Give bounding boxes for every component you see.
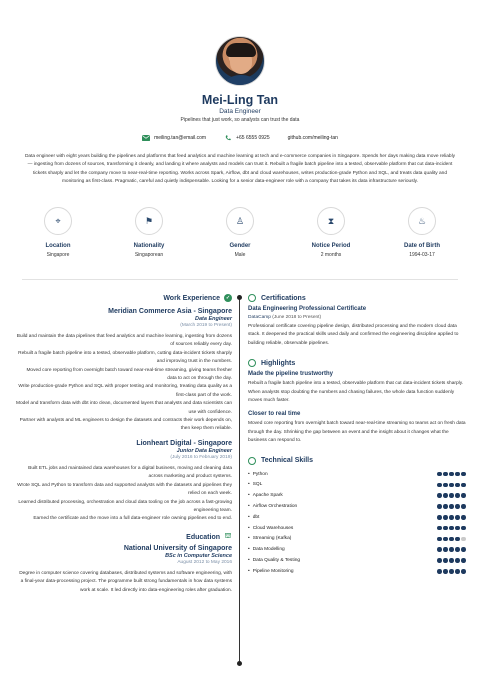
job-bullet: Earned the certificate and the move into a full data-engineer role owning pipelines end to end. [33,516,232,522]
skill-level-dot [455,547,460,552]
skill-level-dot [455,483,460,488]
skill-rating [437,515,466,520]
job-entry [16,440,232,524]
github-contact[interactable] [288,135,338,141]
skill-level-dot [443,483,448,488]
skill-rating [437,493,466,498]
degree: BSc in Computer Science [165,552,232,559]
job-dates: (July 2016 to February 2019) [170,454,232,460]
fact-location [22,207,94,258]
work-experience-heading: Work Experience ✓ [163,294,231,302]
skill-row [248,479,466,490]
job-title: Junior Data Engineer [176,447,232,454]
check-icon: ✓ [225,295,231,301]
skill-rating [437,547,466,552]
highlight-text: Rebuilt a fragile batch pipeline into a tested, observable platform that cut data-incident tickets sharply. When analysts stop doubting the numbers and chasing failures, the whole data function suddenly moves much faster. [248,381,464,404]
skills-list [248,469,466,577]
fact-label: Nationality [133,243,165,249]
job-company: Meridian Commerce Asia - Singapore [108,308,232,315]
fact-date-of-birth [386,207,458,258]
certification-dates: (June 2018 to Present) [272,315,322,320]
job-bullet: Wrote SQL and Python to transform data and supported analysts with the datasets and pipelines they relied on each week. [17,482,232,497]
skill-level-dot [455,526,460,531]
skill-level-dot [461,569,466,574]
skill-name: • Airflow Orchestration [248,504,297,509]
skill-level-dot [461,483,466,488]
flag-icon: ⚑ [135,207,163,235]
certifications-heading: Certifications [248,294,466,302]
fact-value: 1994-03-17 [409,252,435,258]
skill-name: • SQL [248,482,262,487]
candidate-tagline: Pipelines that just work, so analysts can trust the data [180,117,300,123]
candidate-name: Mei-Ling Tan [201,93,279,107]
skill-name: • Python [248,472,268,477]
skill-level-dot [461,493,466,498]
skill-row [248,555,466,566]
skill-level-dot [455,504,460,509]
skill-row [248,544,466,555]
fact-label: Date of Birth [404,243,440,249]
contact-row [0,135,480,141]
skill-level-dot [461,472,466,477]
fact-value: Singaporean [134,252,164,258]
timeline-line [239,297,240,663]
skill-level-dot [449,504,454,509]
job-bullet: Write production-grade Python and SQL with proper testing and monitoring, treating data quality as a first-class part of the work. [18,384,232,398]
skill-rating [437,526,466,531]
skill-rating [437,558,466,563]
phone-icon [224,135,232,141]
skill-level-dot [461,547,466,552]
skill-level-dot [437,493,442,498]
email-contact[interactable] [142,135,206,141]
left-column [16,294,232,595]
education-heading: Education ⛫ [186,532,232,541]
timeline-dot [237,661,242,666]
skill-rating [437,483,466,488]
timeline-dot [237,295,242,300]
skill-level-dot [449,472,454,477]
skill-level-dot [437,569,442,574]
skill-name: • Data Quality & Testing [248,558,300,563]
skill-level-dot [449,537,454,542]
skill-level-dot [449,493,454,498]
skill-rating [437,537,466,542]
right-column [248,294,466,577]
certification-name: Data Engineering Professional Certificate [248,306,367,312]
phone-contact[interactable] [224,135,270,141]
skill-rating [437,504,466,509]
fact-label: Notice Period [311,243,351,249]
education-dates: August 2012 to May 2016 [177,559,232,565]
highlight-title: Closer to real time [248,411,301,418]
skill-rating [437,569,466,574]
skill-level-dot [449,483,454,488]
skill-level-dot [437,537,442,542]
skill-level-dot [455,569,460,574]
skill-row [248,533,466,544]
personal-facts [22,207,458,258]
skill-name: • Data Modelling [248,547,285,552]
job-dates: (March 2019 to Present) [180,323,232,328]
job-title: Data Engineer [195,316,232,322]
highlights-heading: Highlights [248,359,466,367]
skill-name: • Apache Spark [248,493,283,498]
skill-level-dot [455,472,460,477]
skill-level-dot [455,493,460,498]
hourglass-icon: ⧗ [317,207,345,235]
skill-level-dot [443,526,448,531]
certification-text: Professional certificate covering pipeline design, distributed processing and the modern cloud data stack. It deepened the practical skills used daily and confirmed the engineering discipline applied to building reliable, observable pipelines. [248,324,459,346]
skill-level-dot [443,558,448,563]
fact-value: 2 months [320,252,342,258]
fact-label: Location [45,243,71,249]
skill-level-dot [461,558,466,563]
skill-name: • dbt [248,515,259,520]
gear-icon [248,457,256,465]
phone-text: +65 6555 0925 [236,135,270,141]
skill-row [248,512,466,523]
skill-level-dot [461,504,466,509]
job-bullet: Moved core reporting from overnight batch toward near-real-time streaming, giving teams fresher data to act on through the day. [26,367,232,382]
profile-summary: Data engineer with eight years building the pipelines and platforms that feed analytics and machine learning at tech and e-commerce companies in Singapore. Spends her days making data move reliably — ingesting from dozens of sources, transforming it cleanly, and landing it where analysts and models can trust it. Rebuilt a fragile batch pipeline into a tested, observable platform that cut data-incident tickets sharply and let the company move to near-real-time reporting. Works across Spark, Airflow, dbt and cloud warehouses, writes production-grade Python and SQL, and treats data quality and monitoring as first-class. Pragmatic, careful and quietly indispensable. Looking for a senior data-engineer role with a company that takes its data infrastructure seriously. [24,154,456,185]
skill-level-dot [437,547,442,552]
highlight-text: Moved core reporting from overnight batch toward near-real-time streaming so teams act on fresh data through the day. Shrinking the gap between an event and the insight about it changes what the business can respond to. [248,421,466,444]
certification-meta [248,315,466,320]
skill-rating [437,472,466,477]
skill-level-dot [449,526,454,531]
certification-issuer: DataCamp [248,315,271,320]
school-name: National University of Singapore [123,544,232,552]
skill-row [248,523,466,534]
skill-level-dot [437,558,442,563]
skill-level-dot [443,472,448,477]
highlight-title: Made the pipeline trustworthy [248,371,334,378]
skill-level-dot [443,547,448,552]
fact-gender [204,207,276,258]
cake-icon: ♨ [408,207,436,235]
skill-row [248,566,466,577]
divider [22,279,458,280]
skill-name: • Pipeline Monitoring [248,569,294,574]
job-bullet: Model and transform data with dbt into clean, documented layers that analysts and data scientists can use with confidence. [16,401,232,415]
skill-level-dot [449,558,454,563]
skill-level-dot [461,526,466,531]
skill-level-dot [443,569,448,574]
job-bullet: Build and maintain the data pipelines that feed analytics and machine learning, ingesting from dozens of sources reliably every day. [16,334,232,348]
certificate-icon [248,294,256,302]
lightbulb-icon [248,359,256,367]
fact-nationality [113,207,185,258]
skill-row [248,469,466,480]
skill-level-dot [437,483,442,488]
location-pin-icon: ⌖ [44,207,72,235]
job-entry [16,308,232,434]
skill-level-dot [443,504,448,509]
person-icon: ♙ [226,207,254,235]
skill-level-dot [437,526,442,531]
job-bullets [16,333,232,434]
job-bullet: Built ETL jobs and maintained data warehouses for a digital business, moving and cleaning data across marketing and product systems. [28,465,232,480]
skill-level-dot [455,515,460,520]
skill-level-dot [455,558,460,563]
skill-level-dot [437,515,442,520]
technical-skills-heading: Technical Skills [248,457,466,465]
fact-value: Male [234,252,246,258]
skill-level-dot [437,504,442,509]
candidate-role: Data Engineer [219,108,261,115]
skill-level-dot [449,515,454,520]
skill-name: • Streaming (Kafka) [248,536,291,541]
graduation-cap-icon: ⛫ [224,532,232,540]
skill-row [248,501,466,512]
job-bullet: Partner with analysts and ML engineers to design the datasets and contracts their work depends on, then keep them reliable. [19,418,232,432]
job-bullet: Learned distributed processing, orchestration and cloud data tooling on the job across a fast-growing engineering team. [18,499,232,513]
skill-level-dot [443,493,448,498]
job-bullet: Rebuilt a fragile batch pipeline into a tested, observable platform, cutting data-incident tickets sharply and improving trust in the numbers. [18,350,232,365]
github-text: github.com/meiling-tan [287,135,338,141]
fact-notice-period [295,207,367,258]
skill-level-dot [449,569,454,574]
skill-name: • Cloud Warehouses [248,526,293,531]
skill-level-dot [449,547,454,552]
skill-level-dot [455,537,460,542]
fact-label: Gender [229,243,251,249]
job-company: Lionheart Digital - Singapore [136,439,232,447]
job-bullets [16,465,232,524]
education-text: Degree in computer science covering databases, distributed systems and software engineering, with a final-year data-processing project. The programme built strong fundamentals in how data systems work at scale. It led directly into data-engineering roles after graduation. [19,570,232,593]
skill-row [248,490,466,501]
skill-level-dot [443,515,448,520]
skill-level-dot [461,515,466,520]
skill-level-dot [437,472,442,477]
skill-level-dot [461,537,466,542]
avatar [215,36,265,86]
envelope-icon [142,135,150,141]
skill-level-dot [443,537,448,542]
fact-value: Singapore [46,252,70,258]
email-text: meiling.tan@email.com [154,135,207,141]
